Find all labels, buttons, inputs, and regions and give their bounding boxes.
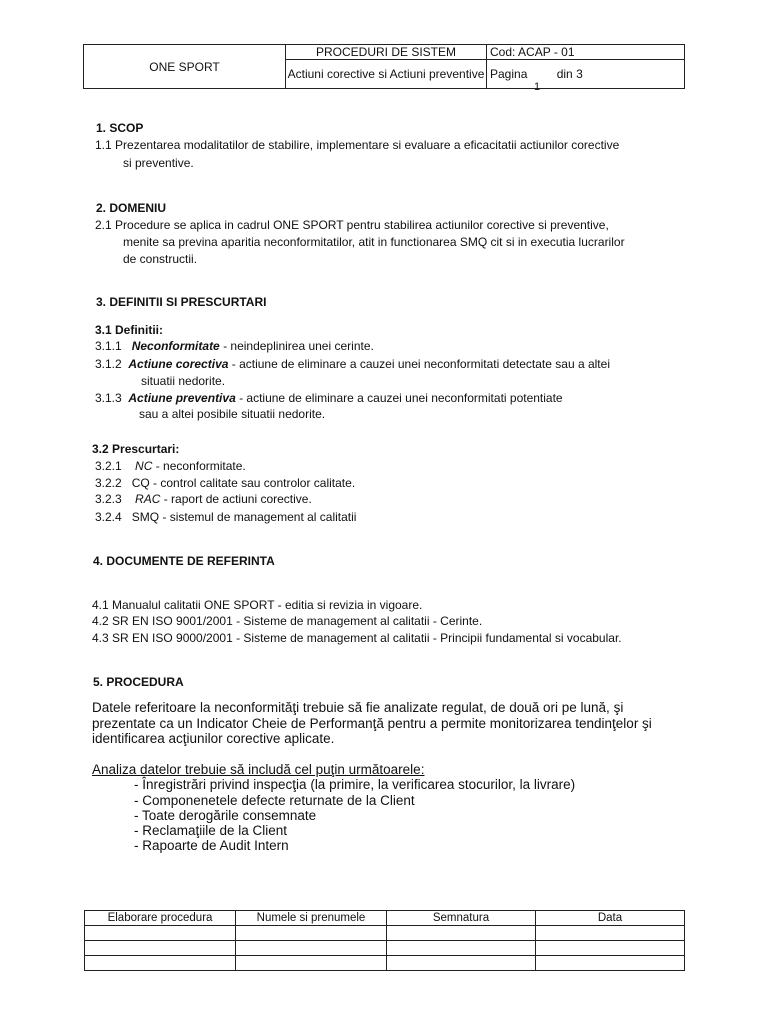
abbreviation-item <box>95 509 356 525</box>
section-1-paragraph-line: si preventive. <box>123 156 194 170</box>
section-3-title: 3. DEFINITII SI PRESCURTARI <box>96 295 267 309</box>
abbreviation-item <box>95 458 246 474</box>
section-1-title: 1. SCOP <box>96 121 144 135</box>
abbreviation-text: - raport de actiuni corective. <box>160 492 312 506</box>
procedure-paragraph-line: identificarea acţiunilor corective aplicate. <box>92 731 335 746</box>
table-cell <box>85 926 236 941</box>
analysis-list-item: - Înregistrări privind inspecţia (la primire, la verificarea stocurilor, la livrare) <box>134 777 576 792</box>
column-header: Data <box>536 911 685 926</box>
definition-term: Actiune preventiva <box>128 391 236 405</box>
signature-table <box>84 910 685 971</box>
column-header: Numele si prenumele <box>236 911 387 926</box>
procedure-paragraph-line: prezentate ca un Indicator Cheie de Performanţă pentru a permite monitorizarea tendinţelor şi <box>92 716 652 731</box>
definition-number: 3.1.2 <box>95 357 122 371</box>
reference-item: 4.2 SR EN ISO 9001/2001 - Sisteme de management al calitatii - Cerinte. <box>92 614 483 628</box>
definition-number: 3.1.1 <box>95 339 122 353</box>
section-5-title: 5. PROCEDURA <box>93 675 184 689</box>
table-row <box>85 926 685 941</box>
column-header: Elaborare procedura <box>85 911 236 926</box>
abbreviations-heading: 3.2 Prescurtari: <box>92 442 180 456</box>
abbreviation-text: SMQ - sistemul de management al calitatii <box>131 510 357 524</box>
analysis-list-item: - Componenetele defecte returnate de la Client <box>134 793 415 808</box>
table-row <box>85 956 685 971</box>
definition-continuation: sau a altei posibile situatii nedorite. <box>139 407 326 421</box>
definition-item <box>95 390 563 406</box>
abbreviation-number: 3.2.4 <box>95 510 122 524</box>
analysis-list-intro: Analiza datelor trebuie să includă cel puţin următoarele: <box>92 762 425 777</box>
abbreviation-text: CQ - control calitate sau controlor calitate. <box>131 476 356 490</box>
definition-number: 3.1.3 <box>95 391 122 405</box>
procedure-type: PROCEDURI DE SISTEM <box>286 45 487 60</box>
definition-item <box>95 338 374 354</box>
table-cell <box>85 956 236 971</box>
document-header-table <box>83 44 685 93</box>
section-2-paragraph-line: menite sa previna aparitia neconformitatilor, atit in functionarea SMQ cit si in executia lucrarilor <box>123 235 625 249</box>
section-2-title: 2. DOMENIU <box>96 201 167 215</box>
page-indicator <box>487 60 685 93</box>
abbreviation-item <box>95 475 355 491</box>
table-cell <box>387 926 536 941</box>
abbreviation-term: NC <box>135 459 153 473</box>
definitions-heading: 3.1 Definitii: <box>95 323 164 337</box>
table-cell <box>387 941 536 956</box>
definition-continuation: situatii nedorite. <box>141 374 226 388</box>
table-row <box>85 941 685 956</box>
table-cell <box>236 956 387 971</box>
analysis-list-item: - Toate derogările consemnate <box>134 808 317 823</box>
analysis-list-item: - Reclamaţiile de la Client <box>134 823 288 838</box>
table-cell <box>536 941 685 956</box>
abbreviation-number: 3.2.2 <box>95 476 122 490</box>
table-cell <box>236 926 387 941</box>
page-label: Pagina <box>490 67 528 81</box>
section-2-paragraph-line: 2.1 Procedure se aplica in cadrul ONE SPORT pentru stabilirea actiunilor corective si preventive, <box>95 218 609 232</box>
section-1-paragraph-line: 1.1 Prezentarea modalitatilor de stabilire, implementare si evaluare a eficacitatii actiunilor corective <box>95 138 620 152</box>
table-header-row <box>85 911 685 926</box>
table-cell <box>536 926 685 941</box>
page-total: din 3 <box>556 67 583 81</box>
abbreviation-number: 3.2.1 <box>95 459 122 473</box>
document-code: Cod: ACAP - 01 <box>487 45 685 60</box>
reference-item: 4.3 SR EN ISO 9000/2001 - Sisteme de management al calitatii - Principii fundamental si vocabular. <box>92 631 622 645</box>
definition-term: Actiune corectiva <box>128 357 229 371</box>
analysis-list-item: - Rapoarte de Audit Intern <box>134 838 289 853</box>
company-name: ONE SPORT <box>84 45 286 89</box>
abbreviation-item <box>95 491 312 507</box>
abbreviation-term: RAC <box>135 492 161 506</box>
table-cell <box>236 941 387 956</box>
section-2-paragraph-line: de constructii. <box>123 252 198 266</box>
page-number: 1 <box>534 81 541 93</box>
section-4-title: 4. DOCUMENTE DE REFERINTA <box>93 554 275 568</box>
procedure-name: Actiuni corective si Actiuni preventive <box>286 60 487 89</box>
reference-item: 4.1 Manualul calitatii ONE SPORT - editia si revizia in vigoare. <box>92 598 423 612</box>
definition-item <box>95 356 610 372</box>
table-cell <box>85 941 236 956</box>
definition-term: Neconformitate <box>131 339 220 353</box>
procedure-paragraph-line: Datele referitoare la neconformităţi trebuie să fie analizate regulat, de două ori pe lună, şi <box>92 700 624 715</box>
table-cell <box>387 956 536 971</box>
definition-text: - neindeplinirea unei cerinte. <box>219 339 374 353</box>
definition-text: - actiune de eliminare a cauzei unei neconformitati potentiate <box>235 391 563 405</box>
abbreviation-text: - neconformitate. <box>152 459 246 473</box>
abbreviation-number: 3.2.3 <box>95 492 122 506</box>
definition-text: - actiune de eliminare a cauzei unei neconformitati detectate sau a altei <box>228 357 610 371</box>
column-header: Semnatura <box>387 911 536 926</box>
table-cell <box>536 956 685 971</box>
